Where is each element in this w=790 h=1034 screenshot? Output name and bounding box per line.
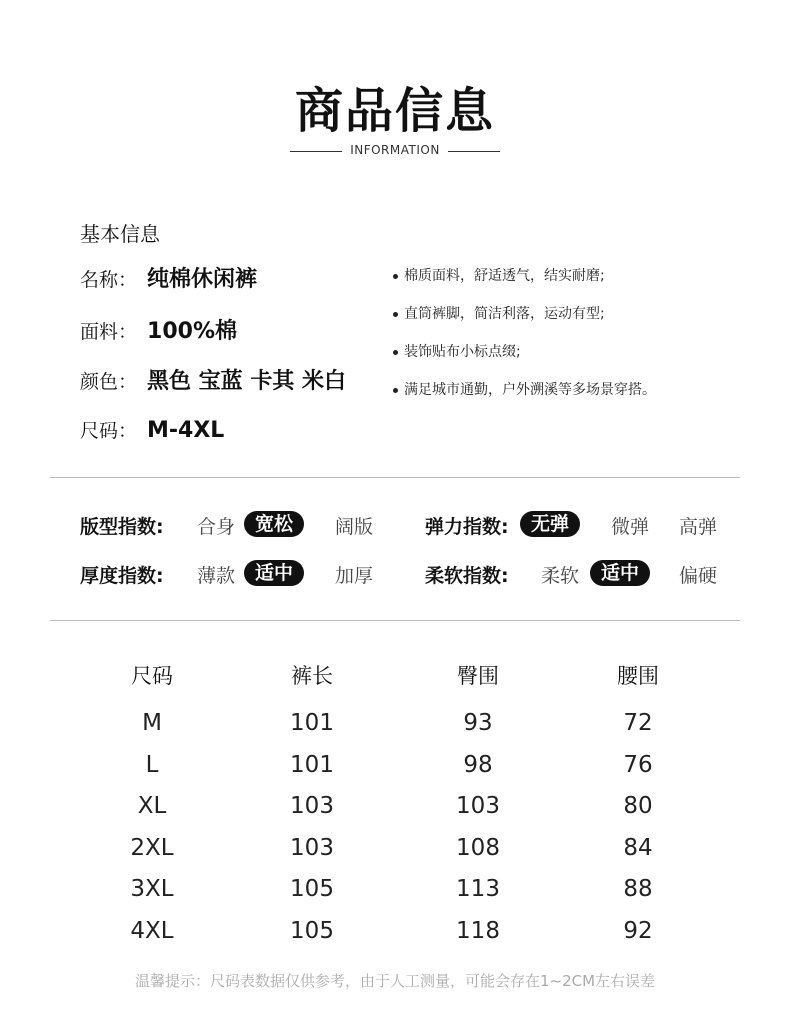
info-value: 黑色 宝蓝 卡其 米白	[147, 369, 346, 394]
info-row-size	[80, 416, 224, 443]
table-cell: M	[142, 710, 162, 736]
info-label: 名称：	[80, 269, 138, 291]
page-subtitle: INFORMATION	[350, 143, 440, 157]
size-note: 温馨提示：尺码表数据仅供参考，由于人工测量，可能会存在1~2CM左右误差	[134, 972, 656, 990]
table-cell: 72	[623, 710, 653, 736]
info-value: 纯棉休闲裤	[147, 267, 258, 292]
table-cell: 76	[623, 751, 653, 778]
index-option-selected: 适中	[590, 560, 650, 586]
table-cell: XL	[137, 793, 167, 819]
table-cell: 113	[456, 876, 500, 902]
info-row-fabric	[80, 314, 237, 345]
info-label: 尺码：	[80, 420, 138, 442]
feature-item	[393, 265, 605, 285]
section-divider	[50, 477, 740, 478]
info-label: 颜色：	[80, 371, 138, 393]
index-option: 柔软	[540, 565, 579, 587]
table-cell: 108	[456, 834, 500, 861]
index-option: 阔版	[334, 516, 373, 538]
table-header-cell: 腰围	[617, 664, 659, 688]
bullet-icon	[393, 312, 398, 317]
index-label: 柔软指数:	[425, 565, 509, 587]
feature-text: 满足城市通勤，户外溯溪等多场景穿搭。	[404, 382, 656, 398]
index-option: 合身	[196, 516, 235, 538]
feature-item	[393, 379, 656, 399]
feature-text: 棉质面料，舒适透气，结实耐磨;	[404, 268, 605, 284]
table-header-cell: 尺码	[131, 664, 173, 688]
bullet-icon	[393, 274, 398, 279]
index-label: 弹力指数:	[425, 516, 509, 538]
bullet-icon	[393, 350, 398, 355]
index-option: 偏硬	[678, 565, 717, 587]
table-cell: 3XL	[130, 876, 174, 902]
feature-item	[393, 303, 605, 323]
index-label: 版型指数:	[80, 516, 164, 538]
info-row-color	[80, 364, 346, 395]
bullet-icon	[393, 388, 398, 393]
subtitle-rule-right	[448, 151, 500, 152]
info-label: 面料：	[80, 321, 138, 343]
table-cell: 98	[463, 751, 493, 778]
table-cell: 93	[463, 710, 493, 736]
info-value: 100%棉	[147, 319, 237, 344]
table-cell: L	[145, 751, 159, 778]
index-option: 加厚	[334, 565, 373, 587]
feature-text: 装饰贴布小标点缀;	[404, 344, 521, 360]
table-cell: 88	[623, 876, 653, 902]
table-cell: 103	[290, 834, 334, 861]
table-cell: 84	[623, 834, 653, 861]
table-cell: 118	[456, 917, 500, 944]
index-option: 高弹	[678, 516, 717, 538]
feature-text: 直筒裤脚，简洁利落，运动有型;	[404, 306, 605, 322]
table-cell: 105	[290, 876, 334, 902]
table-cell: 101	[290, 751, 334, 778]
table-header-cell: 裤长	[291, 664, 333, 688]
index-option-selected: 适中	[244, 560, 304, 586]
index-option: 微弹	[610, 516, 649, 538]
table-cell: 101	[290, 710, 334, 736]
feature-item	[393, 341, 521, 361]
basic-info-heading: 基本信息	[80, 222, 160, 246]
index-option-selected: 无弹	[520, 511, 580, 537]
table-cell: 80	[623, 793, 653, 819]
index-option-selected: 宽松	[244, 511, 304, 537]
info-row-name	[80, 262, 257, 293]
table-cell: 103	[290, 793, 334, 819]
page-title: 商品信息	[294, 83, 495, 139]
table-cell: 105	[290, 917, 334, 944]
table-cell: 92	[623, 917, 653, 944]
index-label: 厚度指数:	[80, 565, 164, 587]
index-option: 薄款	[196, 565, 235, 587]
table-cell: 103	[456, 793, 500, 819]
section-divider	[50, 620, 740, 621]
table-cell: 4XL	[130, 917, 174, 944]
table-header-cell: 臀围	[457, 664, 499, 688]
table-cell: 2XL	[130, 834, 174, 861]
info-value: M-4XL	[147, 418, 225, 443]
